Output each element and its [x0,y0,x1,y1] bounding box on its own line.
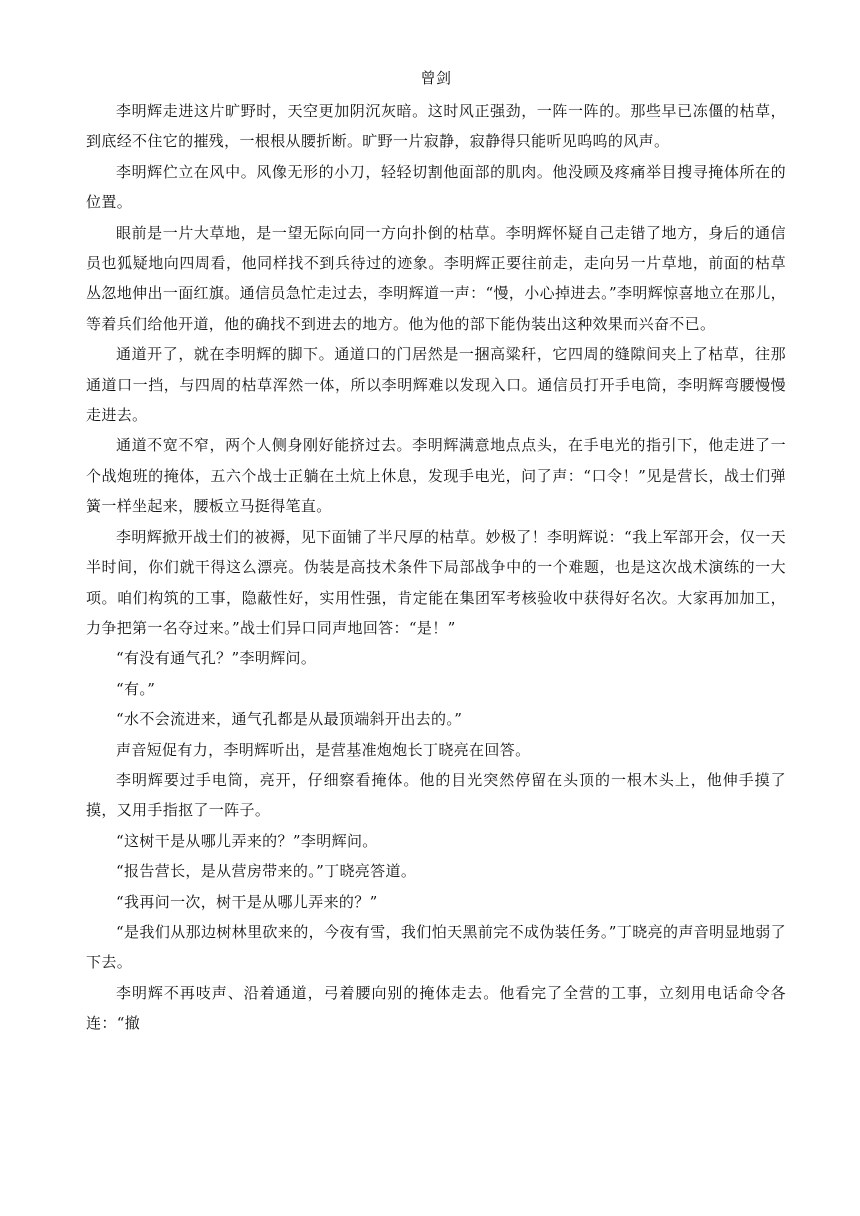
paragraph-3: 眼前是一片大草地，是一望无际向同一方向扑倒的枯草。李明辉怀疑自己走错了地方，身后的通信员也狐疑地向四周看，他同样找不到兵待过的迹象。李明辉正要往前走，走向另一片草地，前面的枯草丛忽地伸出一面红旗。通信员急忙走过去，李明辉道一声：“慢，小心掉进去。”李明辉惊喜地立在那儿，等着兵们给他开道，他的确找不到进去的地方。他为他的部下能伪装出这种效果而兴奋不已。 [86,223,786,333]
paragraph-9: “水不会流进来，通气孔都是从最顶端斜开出去的。” [116,710,463,729]
paragraph-2: 李明辉伫立在风中。风像无形的小刀，轻轻切割他面部的肌肉。他没顾及疼痛举目搜寻掩体所在的位置。 [86,162,786,212]
paragraph-6: 李明辉掀开战士们的被褥，见下面铺了半尺厚的枯草。妙极了！李明辉说：“我上军部开会，仅一天半时间，你们就干得这么漂亮。伪装是高技术条件下局部战争中的一个难题，也是这次战术演练的一大项。咱们构筑的工事，隐蔽性好，实用性强，肯定能在集团军考核验收中获得好名次。大家再加加工，力争把第一名夺过来。”战士们异口同声地回答：“是！” [86,527,786,637]
document-page [86,66,786,1039]
paragraph-16: 李明辉不再吱声、沿着通道，弓着腰向别的掩体走去。他看完了全营的工事，立刻用电话命令各连：“撤 [86,983,786,1033]
paragraph-12: “这树干是从哪儿弄来的？”李明辉问。 [116,831,378,850]
paragraph-7: “有没有通气孔？”李明辉问。 [116,649,317,668]
paragraph-10: 声音短促有力，李明辉听出，是营基准炮炮长丁晓亮在回答。 [116,740,531,759]
paragraph-1: 李明辉走进这片旷野时，天空更加阴沉灰暗。这时风正强劲，一阵一阵的。那些早已冻僵的枯草，到底经不住它的摧残，一根根从腰折断。旷野一片寂静，寂静得只能听见呜呜的风声。 [86,102,786,151]
paragraph-4: 通道开了，就在李明辉的脚下。通道口的门居然是一捆高粱秆，它四周的缝隙间夹上了枯草，往那通道口一挡，与四周的枯草浑然一体，所以李明辉难以发现入口。通信员打开手电筒，李明辉弯腰慢慢走进去。 [86,345,786,425]
paragraph-14: “我再问一次，树干是从哪儿弄来的？” [116,892,378,911]
paragraph-11: 李明辉要过手电筒，亮开，仔细察看掩体。他的目光突然停留在头顶的一根木头上，他伸手摸了摸，又用手指抠了一阵子。 [86,770,786,820]
paragraph-13: “报告营长，是从营房带来的。”丁晓亮答道。 [116,862,417,881]
paragraph-15: “是我们从那边树林里砍来的，今夜有雪，我们怕天黑前完不成伪装任务。”丁晓亮的声音明显地弱了下去。 [86,922,786,972]
author-name: 曾剑 [420,69,452,87]
paragraph-8: “有。” [116,679,156,698]
paragraph-5: 通道不宽不窄，两个人侧身刚好能挤过去。李明辉满意地点点头，在手电光的指引下，他走进了一个战炮班的掩体，五六个战士正躺在土炕上休息，发现手电光，问了声：“口令！”见是营长，战士们弹簧一样坐起来，腰板立马挺得笔直。 [86,436,786,516]
